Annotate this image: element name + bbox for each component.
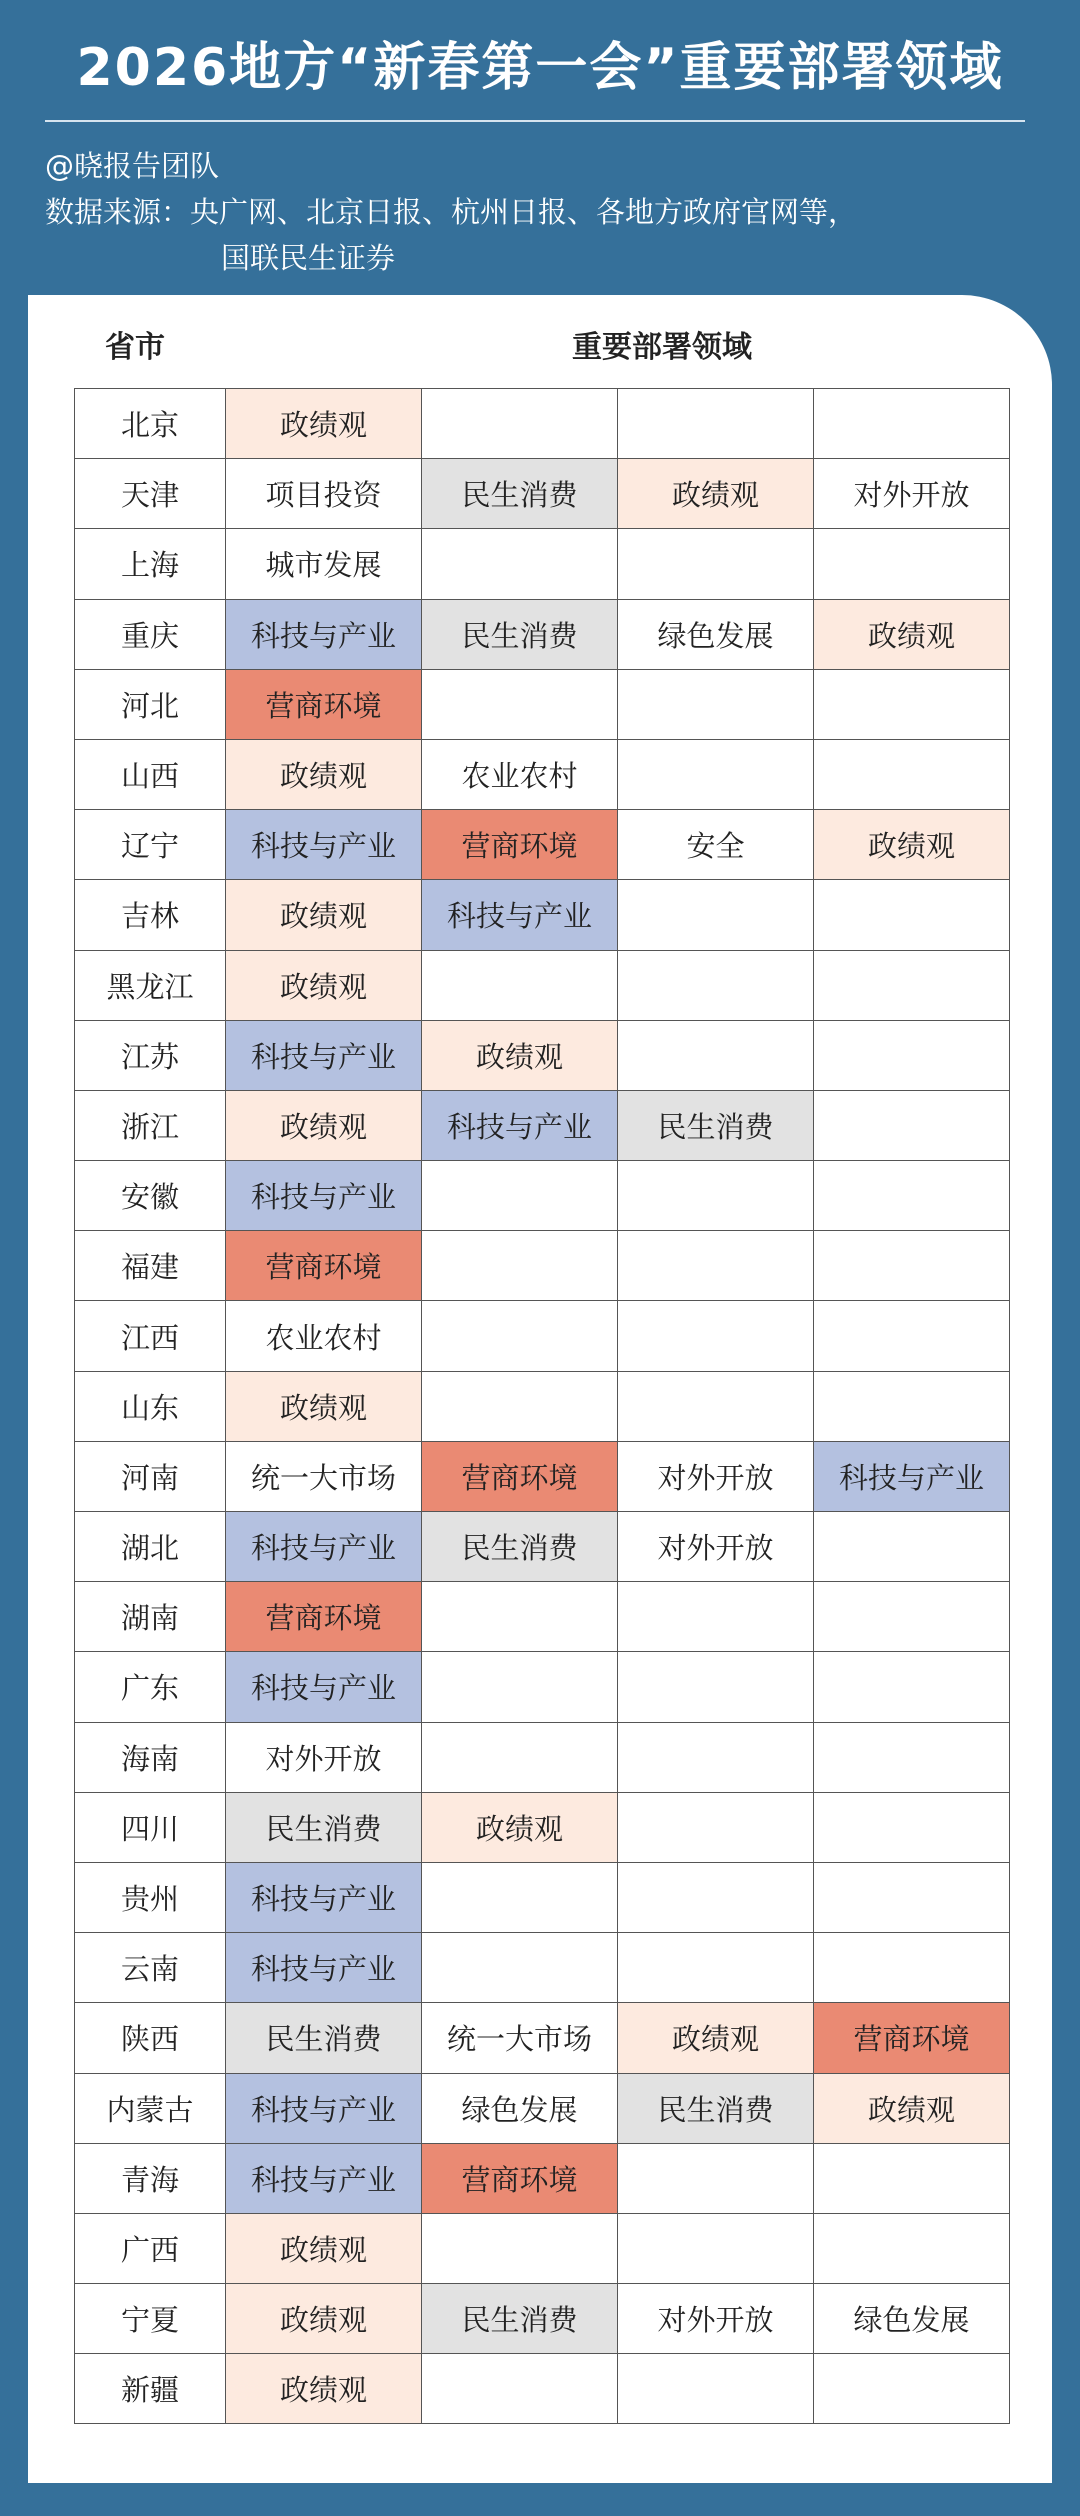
area-cell xyxy=(618,1161,814,1231)
table-row xyxy=(75,2003,1010,2073)
table-row xyxy=(75,459,1010,529)
area-cell: 科技与产业 xyxy=(226,1652,422,1722)
area-cell xyxy=(814,1020,1010,1090)
area-cell xyxy=(814,1301,1010,1371)
area-cell xyxy=(618,529,814,599)
province-cell: 湖南 xyxy=(75,1582,226,1652)
area-cell xyxy=(814,2213,1010,2283)
area-cell: 营商环境 xyxy=(422,810,618,880)
province-cell: 重庆 xyxy=(75,599,226,669)
province-cell: 浙江 xyxy=(75,1090,226,1160)
area-cell: 政绩观 xyxy=(226,739,422,809)
table-row xyxy=(75,810,1010,880)
province-cell: 新疆 xyxy=(75,2354,226,2424)
province-cell: 广西 xyxy=(75,2213,226,2283)
area-cell xyxy=(618,1792,814,1862)
area-cell xyxy=(814,529,1010,599)
table-row xyxy=(75,1792,1010,1862)
area-cell xyxy=(814,1512,1010,1582)
column-header-province: 省市 xyxy=(105,330,165,365)
table-row xyxy=(75,2213,1010,2283)
area-cell: 科技与产业 xyxy=(226,1161,422,1231)
area-cell: 科技与产业 xyxy=(226,2143,422,2213)
area-cell: 政绩观 xyxy=(226,880,422,950)
area-cell: 农业农村 xyxy=(226,1301,422,1371)
area-cell xyxy=(814,2143,1010,2213)
area-cell xyxy=(618,1301,814,1371)
area-cell: 对外开放 xyxy=(814,459,1010,529)
province-cell: 河南 xyxy=(75,1441,226,1511)
area-cell xyxy=(814,1792,1010,1862)
table-row xyxy=(75,599,1010,669)
area-cell xyxy=(814,1371,1010,1441)
area-cell: 民生消费 xyxy=(618,2073,814,2143)
area-cell: 营商环境 xyxy=(422,1441,618,1511)
area-cell: 营商环境 xyxy=(226,1582,422,1652)
province-cell: 河北 xyxy=(75,669,226,739)
area-cell xyxy=(422,950,618,1020)
area-cell: 科技与产业 xyxy=(226,1862,422,1932)
area-cell: 对外开放 xyxy=(226,1722,422,1792)
deployment-table xyxy=(74,388,1010,2424)
table-row xyxy=(75,1441,1010,1511)
table-row xyxy=(75,2354,1010,2424)
province-cell: 吉林 xyxy=(75,880,226,950)
area-cell: 政绩观 xyxy=(226,2284,422,2354)
author-credit: @晓报告团队 xyxy=(45,149,220,183)
page-title: 2026地方“新春第一会”重要部署领域 xyxy=(76,38,1004,98)
area-cell: 政绩观 xyxy=(226,1371,422,1441)
table-row xyxy=(75,1301,1010,1371)
table-row xyxy=(75,1722,1010,1792)
area-cell: 民生消费 xyxy=(226,2003,422,2073)
area-cell: 政绩观 xyxy=(814,599,1010,669)
area-cell xyxy=(618,739,814,809)
area-cell xyxy=(422,1652,618,1722)
table-row xyxy=(75,1512,1010,1582)
area-cell: 安全 xyxy=(618,810,814,880)
area-cell xyxy=(618,880,814,950)
area-cell: 科技与产业 xyxy=(226,2073,422,2143)
area-cell xyxy=(422,1722,618,1792)
area-cell xyxy=(814,2354,1010,2424)
table-row xyxy=(75,2073,1010,2143)
area-cell xyxy=(814,1722,1010,1792)
area-cell: 民生消费 xyxy=(422,2284,618,2354)
area-cell: 民生消费 xyxy=(618,1090,814,1160)
province-cell: 广东 xyxy=(75,1652,226,1722)
province-cell: 云南 xyxy=(75,1933,226,2003)
column-header-areas: 重要部署领域 xyxy=(572,330,752,365)
province-cell: 辽宁 xyxy=(75,810,226,880)
area-cell xyxy=(422,1371,618,1441)
area-cell xyxy=(814,1933,1010,2003)
area-cell: 统一大市场 xyxy=(422,2003,618,2073)
area-cell xyxy=(618,1652,814,1722)
area-cell xyxy=(814,1231,1010,1301)
area-cell: 民生消费 xyxy=(422,459,618,529)
area-cell: 科技与产业 xyxy=(226,1933,422,2003)
title-divider xyxy=(45,120,1025,122)
area-cell xyxy=(618,1371,814,1441)
table-row xyxy=(75,669,1010,739)
area-cell: 统一大市场 xyxy=(226,1441,422,1511)
province-cell: 江西 xyxy=(75,1301,226,1371)
area-cell: 科技与产业 xyxy=(814,1441,1010,1511)
province-cell: 北京 xyxy=(75,389,226,459)
source-block xyxy=(45,143,857,281)
province-cell: 陕西 xyxy=(75,2003,226,2073)
area-cell: 政绩观 xyxy=(814,2073,1010,2143)
area-cell: 营商环境 xyxy=(226,669,422,739)
area-cell xyxy=(814,1161,1010,1231)
table-row xyxy=(75,2284,1010,2354)
area-cell xyxy=(618,1231,814,1301)
area-cell xyxy=(422,2354,618,2424)
area-cell: 民生消费 xyxy=(226,1792,422,1862)
area-cell xyxy=(618,669,814,739)
area-cell xyxy=(618,389,814,459)
table-row xyxy=(75,1020,1010,1090)
area-cell: 政绩观 xyxy=(226,950,422,1020)
area-cell: 对外开放 xyxy=(618,1441,814,1511)
data-source-line: 数据来源：央广网、北京日报、杭州日报、各地方政府官网等， xyxy=(45,195,858,229)
area-cell xyxy=(422,1933,618,2003)
area-cell: 民生消费 xyxy=(422,1512,618,1582)
area-cell xyxy=(814,739,1010,809)
province-cell: 黑龙江 xyxy=(75,950,226,1020)
province-cell: 江苏 xyxy=(75,1020,226,1090)
province-cell: 山西 xyxy=(75,739,226,809)
area-cell xyxy=(422,1582,618,1652)
province-cell: 贵州 xyxy=(75,1862,226,1932)
area-cell xyxy=(422,1862,618,1932)
area-cell xyxy=(618,1933,814,2003)
area-cell: 绿色发展 xyxy=(618,599,814,669)
province-cell: 湖北 xyxy=(75,1512,226,1582)
area-cell: 营商环境 xyxy=(814,2003,1010,2073)
area-cell: 绿色发展 xyxy=(422,2073,618,2143)
area-cell xyxy=(422,529,618,599)
province-cell: 山东 xyxy=(75,1371,226,1441)
province-cell: 上海 xyxy=(75,529,226,599)
area-cell xyxy=(814,1582,1010,1652)
province-cell: 青海 xyxy=(75,2143,226,2213)
area-cell xyxy=(618,2354,814,2424)
area-cell: 民生消费 xyxy=(422,599,618,669)
area-cell xyxy=(422,1231,618,1301)
table-row xyxy=(75,1161,1010,1231)
area-cell xyxy=(814,389,1010,459)
area-cell: 科技与产业 xyxy=(226,1512,422,1582)
table-row xyxy=(75,880,1010,950)
table-row xyxy=(75,389,1010,459)
province-cell: 内蒙古 xyxy=(75,2073,226,2143)
table-row xyxy=(75,2143,1010,2213)
area-cell: 科技与产业 xyxy=(422,880,618,950)
area-cell xyxy=(814,880,1010,950)
area-cell xyxy=(618,2213,814,2283)
table-row xyxy=(75,1090,1010,1160)
area-cell xyxy=(814,669,1010,739)
table-row xyxy=(75,1933,1010,2003)
area-cell: 对外开放 xyxy=(618,2284,814,2354)
area-cell xyxy=(618,1020,814,1090)
area-cell xyxy=(814,1090,1010,1160)
province-cell: 福建 xyxy=(75,1231,226,1301)
area-cell: 科技与产业 xyxy=(226,1020,422,1090)
area-cell: 对外开放 xyxy=(618,1512,814,1582)
area-cell xyxy=(422,669,618,739)
area-cell xyxy=(618,1862,814,1932)
area-cell: 科技与产业 xyxy=(226,810,422,880)
area-cell xyxy=(422,2213,618,2283)
area-cell: 政绩观 xyxy=(226,389,422,459)
area-cell: 政绩观 xyxy=(618,2003,814,2073)
area-cell xyxy=(814,950,1010,1020)
area-cell: 政绩观 xyxy=(226,2354,422,2424)
area-cell: 绿色发展 xyxy=(814,2284,1010,2354)
area-cell: 农业农村 xyxy=(422,739,618,809)
province-cell: 四川 xyxy=(75,1792,226,1862)
data-source-line-continued: 国联民生证券 xyxy=(221,241,396,275)
area-cell: 政绩观 xyxy=(422,1792,618,1862)
area-cell: 政绩观 xyxy=(618,459,814,529)
area-cell xyxy=(422,389,618,459)
province-cell: 天津 xyxy=(75,459,226,529)
area-cell xyxy=(422,1301,618,1371)
table-row xyxy=(75,1862,1010,1932)
province-cell: 安徽 xyxy=(75,1161,226,1231)
area-cell xyxy=(422,1161,618,1231)
area-cell: 政绩观 xyxy=(422,1020,618,1090)
area-cell xyxy=(618,1582,814,1652)
province-cell: 宁夏 xyxy=(75,2284,226,2354)
table-row xyxy=(75,1652,1010,1722)
area-cell xyxy=(618,2143,814,2213)
area-cell xyxy=(814,1862,1010,1932)
area-cell: 营商环境 xyxy=(226,1231,422,1301)
area-cell xyxy=(618,950,814,1020)
table-row xyxy=(75,1582,1010,1652)
area-cell: 营商环境 xyxy=(422,2143,618,2213)
table-row xyxy=(75,950,1010,1020)
table-row xyxy=(75,529,1010,599)
area-cell xyxy=(814,1652,1010,1722)
table-row xyxy=(75,1371,1010,1441)
province-cell: 海南 xyxy=(75,1722,226,1792)
table-row xyxy=(75,1231,1010,1301)
area-cell: 城市发展 xyxy=(226,529,422,599)
table-row xyxy=(75,739,1010,809)
area-cell xyxy=(618,1722,814,1792)
area-cell: 政绩观 xyxy=(226,2213,422,2283)
area-cell: 政绩观 xyxy=(226,1090,422,1160)
area-cell: 科技与产业 xyxy=(226,599,422,669)
area-cell: 政绩观 xyxy=(814,810,1010,880)
area-cell: 科技与产业 xyxy=(422,1090,618,1160)
area-cell: 项目投资 xyxy=(226,459,422,529)
